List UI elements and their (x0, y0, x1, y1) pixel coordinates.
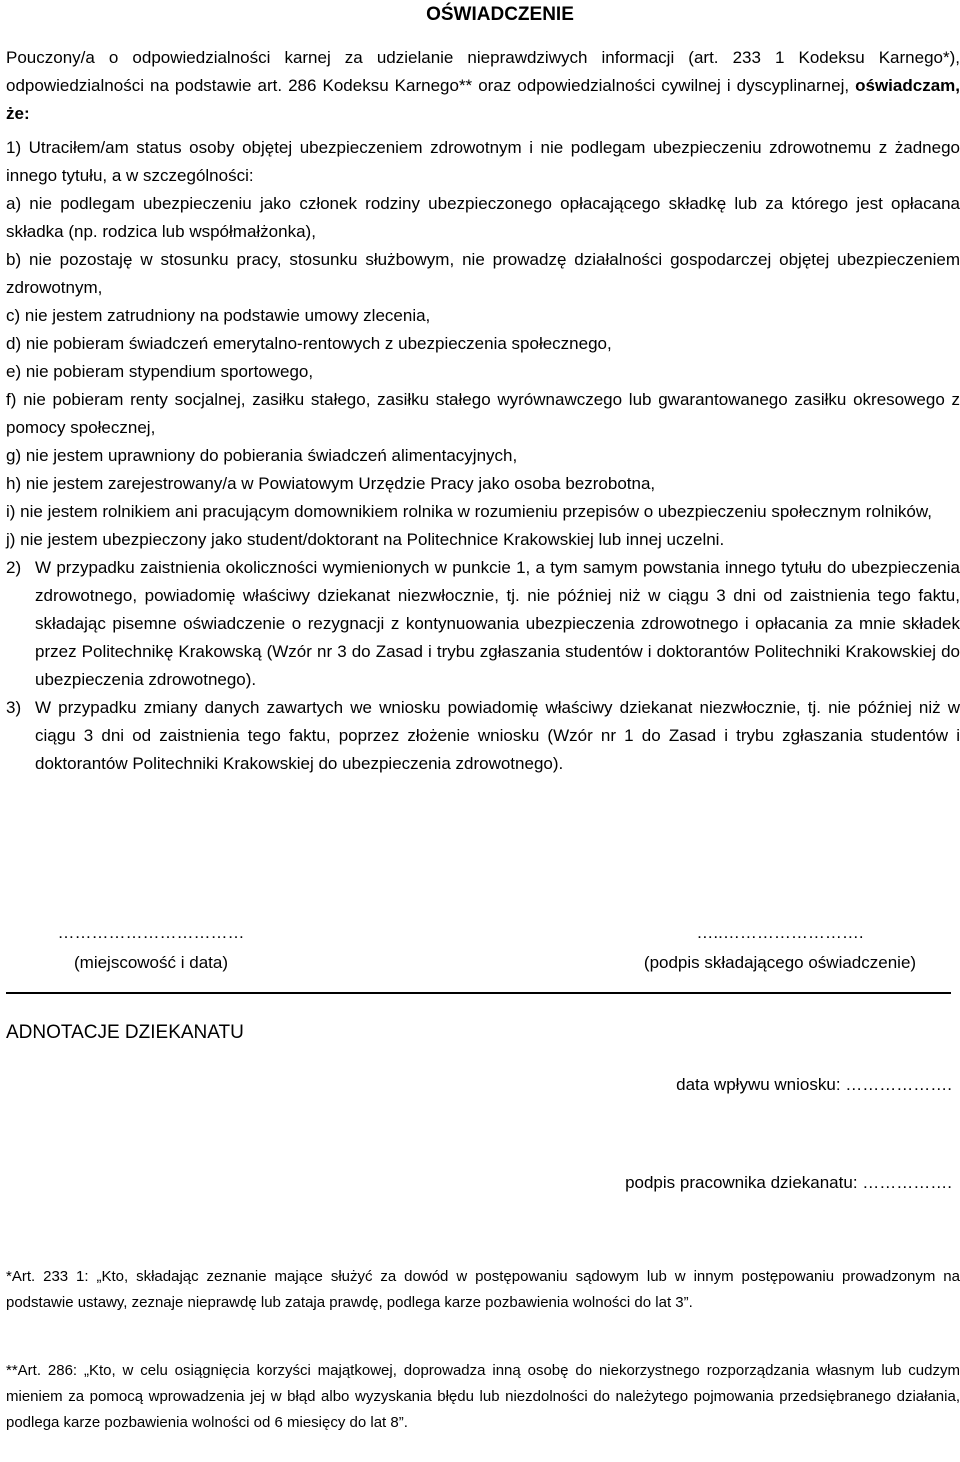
footnote-art-286: **Art. 286: „Kto, w celu osiągnięcia korzyści majątkowej, doprowadza inną osobę do niekorzystnego rozporządzania własnym lub cudzym mieniem za pomocą wprowadzenia jej w błąd albo wyzyskania błędu lub niezdolności do należytego pojmowania przedsiębranego działania, podlega karze pozbawienia wolności od 6 miesięcy do lat 8”. (6, 1362, 960, 1431)
document-title: OŚWIADCZENIE (426, 4, 574, 25)
employee-signature-field: podpis pracownika dziekanatu: ……………. (625, 1173, 952, 1192)
applicant-signature-label: (podpis składającego oświadczenie) (643, 953, 917, 972)
subpoint-b: b) nie pozostaję w stosunku pracy, stosunku służbowym, nie prowadzę działalności gospodarczej objętej ubezpieczeniem zdrowotnym, (6, 250, 960, 297)
subpoint-f: f) nie pobieram renty socjalnej, zasiłku stałego, zasiłku stałego wyrównawczego lub gwarantowanego zasiłku okresowego z pomocy społecznej, (6, 390, 960, 437)
point-number: 3) (6, 698, 22, 717)
subpoint-g: g) nie jestem uprawniony do pobierania świadczeń alimentacyjnych, (6, 446, 518, 465)
footnote-art-233: *Art. 233 1: „Kto, składając zeznanie mające służyć za dowód w postępowaniu sądowym lub w innym postępowaniu prowadzonym na podstawie ustawy, zeznaje nieprawdę lub zataja prawdę, podlega karze pozbawienia wolności do lat 3”. (6, 1268, 960, 1311)
point-text: W przypadku zmiany danych zawartych we wniosku powiadomię właściwy dziekanat niezwłocznie, tj. nie później niż w ciągu 3 dni od zaistnienia tego faktu, poprzez złożenie wniosku (Wzór nr 1 do Zasad i trybu zgłaszania studentów i doktorantów Politechniki Krakowskiej do ubezpieczenia zdrowotnego). (35, 698, 960, 773)
point-2 (6, 554, 960, 694)
applicant-signature (605, 918, 955, 978)
point-1: 1) Utraciłem/am status osoby objętej ubezpieczeniem zdrowotnym i nie podlegam ubezpieczeniu zdrowotnemu z żadnego innego tytułu, a w szczególności: (6, 138, 960, 185)
subpoint-c: c) nie jestem zatrudniony na podstawie umowy zlecenia, (6, 306, 431, 325)
separator-line (6, 992, 951, 994)
intro-text: Pouczony/a o odpowiedzialności karnej za udzielanie nieprawdziwych informacji (art. 233 1 Kodeksu Karnego*), odpowiedzialności na podstawie art. 286 Kodeksu Karnego** oraz odpowiedzialności cywilnej i dyscyplinarnej, (6, 48, 960, 95)
subpoint-h: h) nie jestem zarejestrowany/a w Powiatowym Urzędzie Pracy jako osoba bezrobotna, (6, 474, 656, 493)
subpoint-j: j) nie jestem ubezpieczony jako student/doktorant na Politechnice Krakowskiej lub innej uczelni. (6, 530, 725, 549)
subpoint-i: i) nie jestem rolnikiem ani pracującym domownikiem rolnika w rozumieniu przepisów o ubezpieczeniu społecznym rolników, (6, 502, 932, 521)
subpoint-e: e) nie pobieram stypendium sportowego, (6, 362, 314, 381)
point-text: W przypadku zaistnienia okoliczności wymienionych w punkcie 1, a tym samym powstania innego tytułu do ubezpieczenia zdrowotnego, powiadomię właściwy dziekanat niezwłocznie, tj. nie później niż w ciągu 3 dni od zaistnienia tego faktu, składając pisemne oświadczenie o rezygnacji z kontynuowania ubezpieczenia zdrowotnego i opłacania za mnie składek przez Politechnikę Krakowską (Wzór nr 3 do Zasad i trybu zgłaszania studentów i doktorantów Politechniki Krakowskiej do ubezpieczenia zdrowotnego). (35, 558, 960, 689)
subpoint-a: a) nie podlegam ubezpieczeniu jako członek rodziny ubezpieczonego opłacającego składkę lub za którego jest opłacana składka (np. rodzica lub współmałżonka), (6, 194, 960, 241)
subpoint-d: d) nie pobieram świadczeń emerytalno-rentowych z ubezpieczenia społecznego, (6, 334, 612, 353)
dean-office-annotations-title: ADNOTACJE DZIEKANATU (6, 1022, 244, 1043)
place-date-label: (miejscowość i data) (74, 953, 228, 972)
intro-paragraph (6, 44, 960, 128)
applicant-signature-dots: …..……………………. (696, 923, 864, 942)
received-date-field: data wpływu wniosku: ………………. (676, 1075, 952, 1094)
intro-declaration: oświadczam, że: (6, 76, 960, 123)
declaration-list (6, 134, 960, 778)
place-date-signature (6, 918, 296, 978)
point-number: 2) (6, 558, 22, 577)
place-date-dots: …………………………… (57, 923, 245, 942)
point-3 (6, 694, 960, 778)
